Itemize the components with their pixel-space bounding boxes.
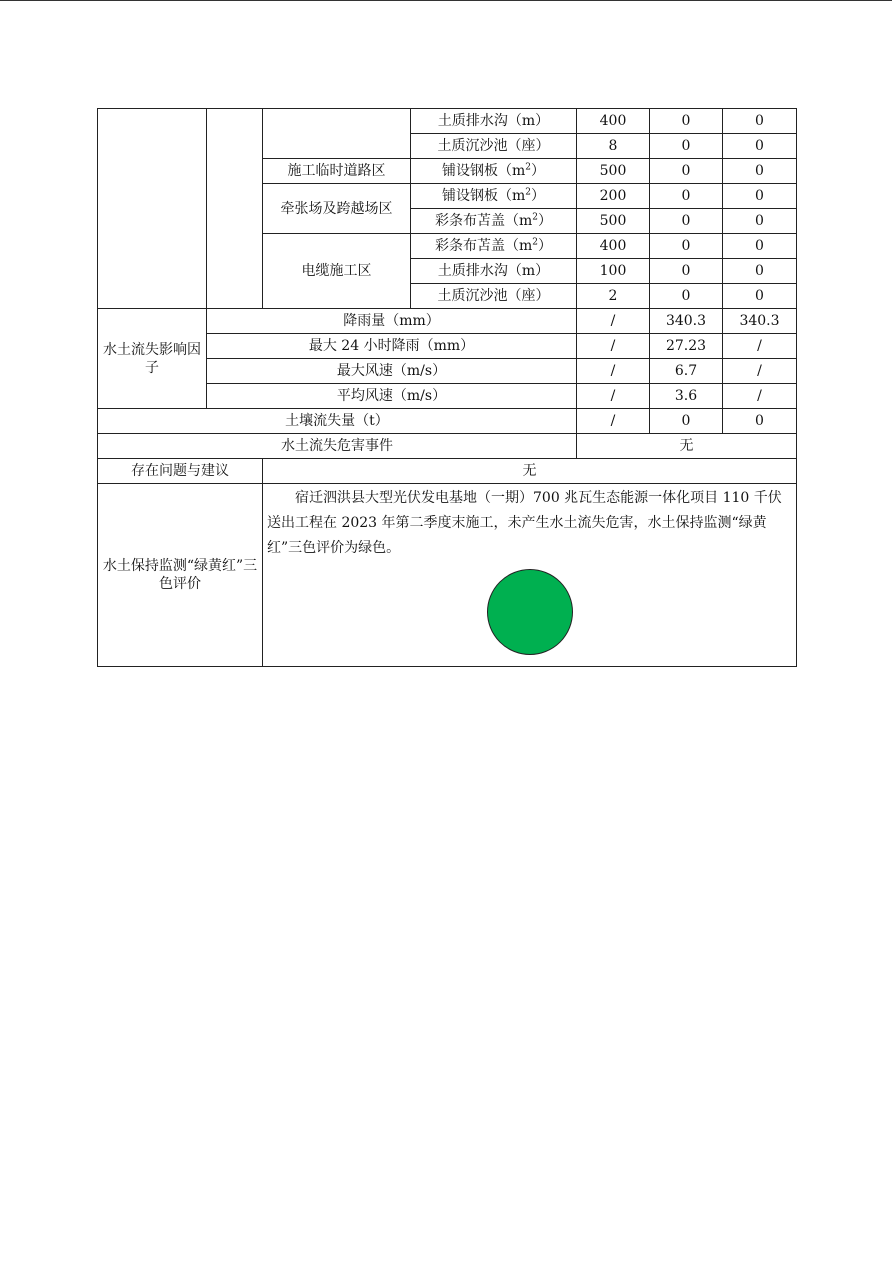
value-cell: 0 — [723, 259, 797, 284]
soil-loss-value: / — [577, 409, 650, 434]
monitoring-table — [97, 108, 797, 667]
factor-value: 340.3 — [650, 309, 723, 334]
value-cell: 0 — [650, 259, 723, 284]
evaluation-row — [98, 484, 797, 667]
issues-row — [98, 459, 797, 484]
evaluation-text: 宿迁泗洪县大型光伏发电基地（一期）700 兆瓦生态能源一体化项目 110 千伏送出工程在 2023 年第二季度末施工，未产生水土流失危害，水土保持监测“绿黄红”三色评价为绿色。 — [267, 490, 782, 556]
factors-label: 水土流失影响因子 — [98, 309, 207, 409]
factor-row — [98, 309, 797, 334]
factor-value: / — [577, 309, 650, 334]
page-top-border — [0, 0, 892, 1]
factor-value: / — [577, 359, 650, 384]
value-cell: 0 — [650, 284, 723, 309]
planned-cell: 8 — [577, 134, 650, 159]
indicator-wrap — [263, 565, 796, 666]
value-cell: 0 — [650, 184, 723, 209]
factor-value: 6.7 — [650, 359, 723, 384]
value-cell: 0 — [650, 159, 723, 184]
planned-cell: 200 — [577, 184, 650, 209]
area-cell: 牵张场及跨越场区 — [263, 184, 411, 234]
area-cell: 电缆施工区 — [263, 234, 411, 309]
measure-cell: 彩条布苫盖$(m^2)$ — [411, 209, 577, 234]
planned-cell: 500 — [577, 159, 650, 184]
value-cell: 0 — [723, 109, 797, 134]
value-cell: 0 — [723, 284, 797, 309]
value-cell: 0 — [723, 234, 797, 259]
factor-value: / — [723, 334, 797, 359]
soil-loss-value: 0 — [650, 409, 723, 434]
value-cell: 0 — [650, 109, 723, 134]
green-status-indicator — [487, 569, 573, 655]
factor-value: / — [577, 334, 650, 359]
value-cell: 0 — [723, 209, 797, 234]
measure-cell: 铺设钢板$(m^2)$ — [411, 184, 577, 209]
evaluation-content — [263, 484, 797, 667]
blank-category-cell — [98, 109, 207, 309]
hazard-value: 无 — [577, 434, 797, 459]
factor-name: 降雨量（mm） — [207, 309, 577, 334]
value-cell: 0 — [650, 234, 723, 259]
value-cell: 0 — [723, 134, 797, 159]
measure-cell: 彩条布苫盖$(m^2)$ — [411, 234, 577, 259]
factor-name: 最大 24 小时降雨（mm） — [207, 334, 577, 359]
issues-value: 无 — [263, 459, 797, 484]
evaluation-label: 水土保持监测“绿黄红”三色评价 — [98, 484, 263, 667]
measure-cell: 土质排水沟（m） — [411, 259, 577, 284]
factor-value: 340.3 — [723, 309, 797, 334]
planned-cell: 500 — [577, 209, 650, 234]
hazard-row — [98, 434, 797, 459]
planned-cell: 2 — [577, 284, 650, 309]
area-cell — [263, 109, 411, 159]
blank-subcategory-cell — [207, 109, 263, 309]
measure-row — [98, 109, 797, 134]
value-cell: 0 — [723, 159, 797, 184]
soil-loss-value: 0 — [723, 409, 797, 434]
soil-loss-row — [98, 409, 797, 434]
factor-value: 27.23 — [650, 334, 723, 359]
issues-label: 存在问题与建议 — [98, 459, 263, 484]
measure-cell: 土质沉沙池（座） — [411, 134, 577, 159]
factor-name: 最大风速（m/s） — [207, 359, 577, 384]
value-cell: 0 — [650, 134, 723, 159]
factor-value: / — [577, 384, 650, 409]
factor-value: 3.6 — [650, 384, 723, 409]
soil-loss-label: 土壤流失量（t） — [98, 409, 577, 434]
value-cell: 0 — [723, 184, 797, 209]
area-cell: 施工临时道路区 — [263, 159, 411, 184]
measure-cell: 土质排水沟（m） — [411, 109, 577, 134]
value-cell: 0 — [650, 209, 723, 234]
planned-cell: 400 — [577, 234, 650, 259]
measure-cell: 铺设钢板$(m^2)$ — [411, 159, 577, 184]
planned-cell: 100 — [577, 259, 650, 284]
measure-cell: 土质沉沙池（座） — [411, 284, 577, 309]
factor-name: 平均风速（m/s） — [207, 384, 577, 409]
factor-value: / — [723, 359, 797, 384]
factor-value: / — [723, 384, 797, 409]
hazard-label: 水土流失危害事件 — [98, 434, 577, 459]
planned-cell: 400 — [577, 109, 650, 134]
